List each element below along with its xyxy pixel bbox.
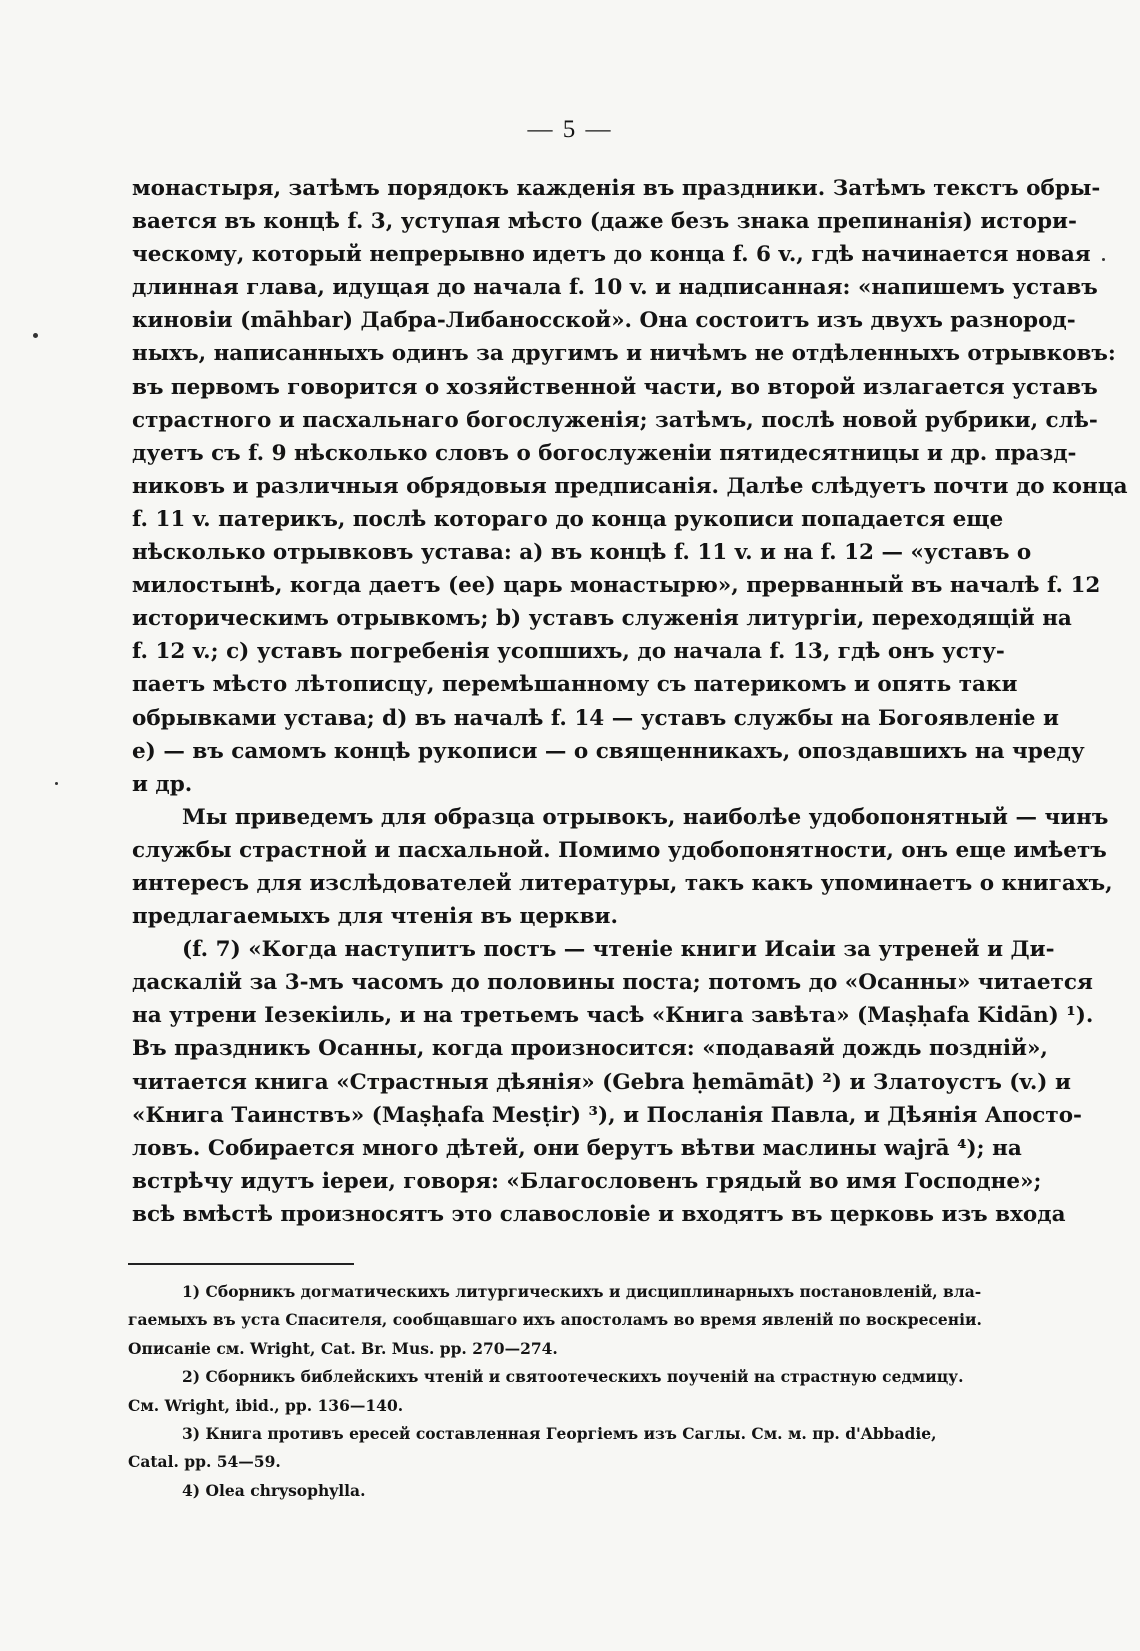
text-line: киновіи (māhbar) Дабра-Либаносской». Она состоитъ изъ двухъ разнород-	[132, 308, 1076, 334]
text-line: даскалій за 3-мъ часомъ до половины поста; потомъ до «Осанны» читается	[132, 970, 1093, 996]
footnote-line: 1) Сборникъ догматическихъ литургическихъ и дисциплинарныхъ постановленій, вла-	[182, 1282, 982, 1301]
text-line: историческимъ отрывкомъ; b) уставъ служенія литургіи, переходящій на	[132, 606, 1072, 632]
text-line: обрывками устава; d) въ началѣ f. 14 — уставъ службы на Богоявленіе и	[132, 705, 1059, 731]
paragraph	[132, 801, 1113, 933]
text-line: дуетъ съ f. 9 нѣсколько словъ о богослуженіи пятидесятницы и др. празд-	[132, 440, 1077, 466]
margin-speck	[33, 333, 38, 338]
page-number: — 5 —	[527, 116, 613, 143]
text-line: милостынѣ, когда даетъ (ее) царь монастырю», прерванный въ началѣ f. 12	[132, 573, 1101, 599]
footnote	[128, 1420, 937, 1477]
text-line: нѣсколько отрывковъ устава: a) въ концѣ f. 11 v. и на f. 12 — «уставъ о	[132, 540, 1032, 566]
text-line: въ первомъ говорится о хозяйственной части, во второй излагается уставъ	[132, 374, 1098, 400]
text-line: f. 12 v.; c) уставъ погребенія усопшихъ, до начала f. 13, гдѣ онъ усту-	[132, 639, 1005, 665]
text-line: длинная глава, идущая до начала f. 10 v. и надписанная: «напишемъ уставъ	[132, 275, 1098, 301]
footnote-line: Catal. pp. 54—59.	[128, 1452, 281, 1472]
text-line: страстного и пасхальнаго богослуженія; затѣмъ, послѣ новой рубрики, слѣ-	[132, 407, 1098, 433]
text-line: вается въ концѣ f. 3, уступая мѣсто (даже безъ знака препинанія) истори-	[132, 209, 1077, 235]
text-line: встрѣчу идутъ іереи, говоря: «Благословенъ грядый во имя Господне»;	[132, 1168, 1042, 1194]
text-line: (f. 7) «Когда наступитъ постъ — чтеніе книги Исаіи за утреней и Ди-	[182, 937, 1055, 963]
footnotes	[128, 1278, 982, 1505]
text-line: Въ праздникъ Осанны, когда произносится: «подаваяй дождь поздній»,	[132, 1036, 1048, 1062]
footnote-line: 2) Сборникъ библейскихъ чтеній и святоотеческихъ поученій на страстную седмицу.	[182, 1367, 964, 1387]
text-line: ческому, который непрерывно идетъ до конца f. 6 v., гдѣ начинается новая	[132, 242, 1091, 268]
margin-speck	[1102, 258, 1105, 261]
footnote	[128, 1363, 964, 1420]
footnote-line: 3) Книга противъ ересей составленная Георгіемъ изъ Саглы. См. м. пр. d'Abbadie,	[182, 1423, 937, 1443]
text-line: интересъ для изслѣдователей литературы, такъ какъ упоминаетъ о книгахъ,	[132, 870, 1113, 896]
footnote-line: 4) Olea chrysophylla.	[182, 1480, 366, 1500]
footnote-line: См. Wright, ibid., pp. 136—140.	[128, 1395, 404, 1415]
text-line: всѣ вмѣстѣ произносятъ это славословіе и входятъ въ церковь изъ входа	[132, 1201, 1066, 1227]
text-line: службы страстной и пасхальной. Помимо удобопонятности, онъ еще имѣетъ	[132, 837, 1107, 863]
text-line: на утрени Іезекіиль, и на третьемъ часѣ «Книга завѣта» (Maṣḥafa Kidān) ¹).	[132, 1003, 1094, 1029]
text-line: ловъ. Собирается много дѣтей, они берутъ вѣтви маслины wajrā ⁴); на	[132, 1135, 1022, 1161]
text-line: f. 11 v. патерикъ, послѣ котораго до конца рукописи попадается еще	[132, 506, 1004, 532]
body-text	[132, 172, 1128, 1231]
text-line: монастыря, затѣмъ порядокъ кажденія въ праздники. Затѣмъ текстъ обры-	[132, 176, 1101, 201]
margin-speck	[55, 782, 58, 785]
footnote-divider	[128, 1263, 354, 1265]
text-line: предлагаемыхъ для чтенія въ церкви.	[132, 904, 618, 930]
text-line: Мы приведемъ для образца отрывокъ, наиболѣе удобопонятный — чинъ	[182, 804, 1109, 830]
paragraph	[132, 172, 1128, 801]
text-line: паетъ мѣсто лѣтописцу, перемѣшанному съ патерикомъ и опять таки	[132, 672, 1018, 698]
footnote-line: Описаніе см. Wright, Cat. Br. Mus. pp. 270—274.	[128, 1338, 558, 1358]
text-line: ныхъ, написанныхъ одинъ за другимъ и ничѣмъ не отдѣленныхъ отрывковъ:	[132, 341, 1116, 367]
text-line: и др.	[132, 771, 193, 797]
footnote-line: гаемыхъ въ уста Спасителя, сообщавшаго ихъ апостоламъ во время явленій по воскресеніи.	[128, 1310, 982, 1330]
text-line: e) — въ самомъ концѣ рукописи — о священникахъ, опоздавшихъ на чреду	[132, 738, 1085, 764]
text-line: никовъ и различныя обрядовыя предписанія. Далѣе слѣдуетъ почти до конца	[132, 473, 1128, 499]
paragraph	[132, 933, 1094, 1231]
text-line: «Книга Таинствъ» (Maṣḥafa Mesṭir) ³), и Посланія Павла, и Дѣянія Апосто-	[132, 1102, 1082, 1128]
text-line: читается книга «Страстныя дѣянія» (Gebra ḥemāmāt) ²) и Златоустъ (v.) и	[132, 1069, 1071, 1095]
footnote	[128, 1477, 931, 1505]
footnote	[128, 1278, 982, 1363]
